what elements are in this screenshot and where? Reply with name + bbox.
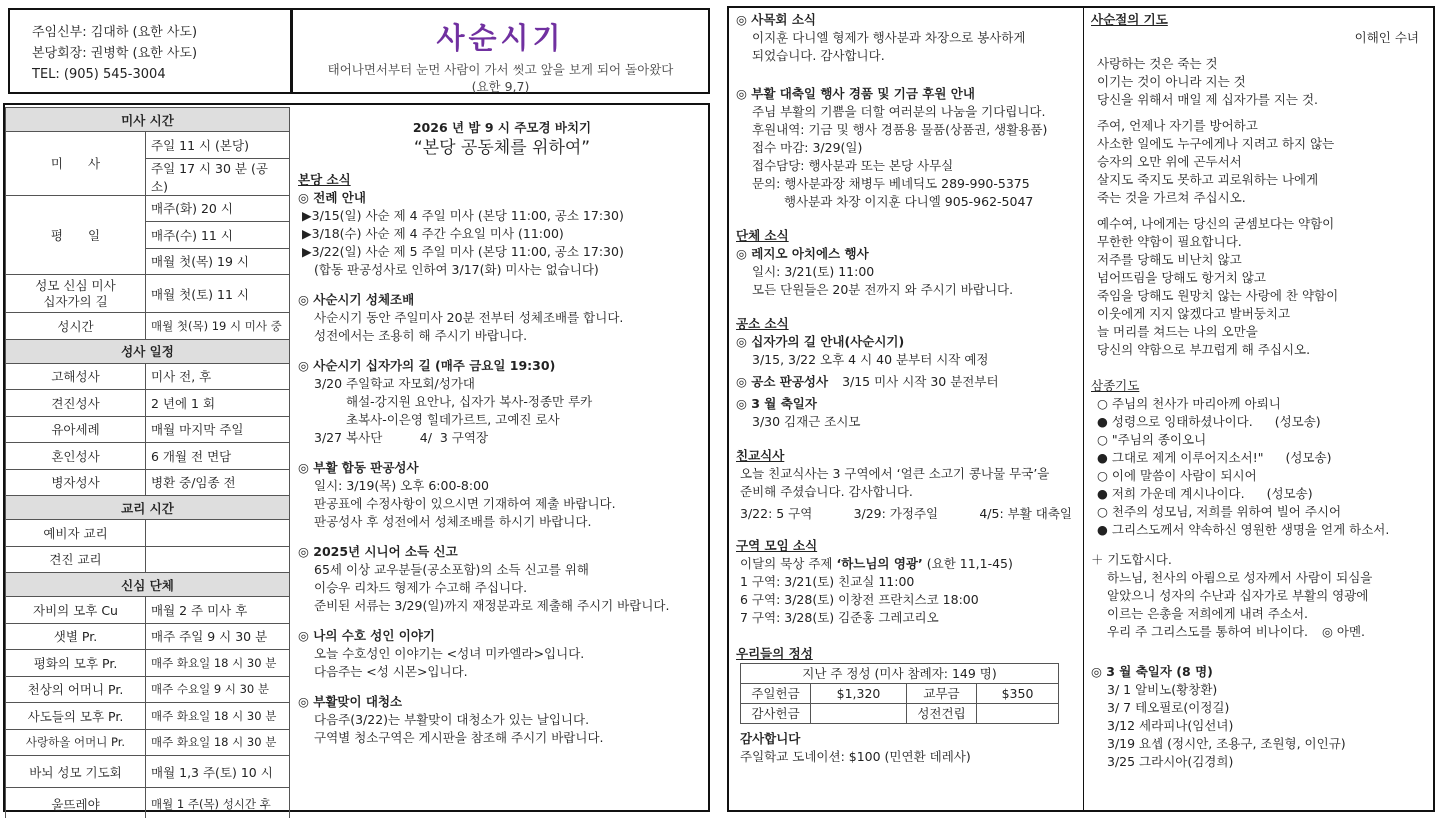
- angelus-response: (성모송): [1274, 414, 1321, 429]
- confession-line: 판공표에 수정사항이 있으시면 기재하여 제출 바랍니다.: [314, 496, 616, 511]
- group-label: 사도들의 모후 Pr.: [6, 703, 146, 730]
- marian-mass-label: 성모 신심 미사 십자가의 길: [6, 275, 146, 313]
- lent-prayer-heading: 사순절의 기도: [1091, 12, 1168, 27]
- prayer-line: 당신의 약함으로 부끄럽게 해 주십시오.: [1097, 342, 1311, 357]
- liturgy-heading: ◎ 전례 안내: [298, 190, 366, 205]
- way-of-cross-line: 3/27 복사단 4/ 3 구역장: [314, 430, 489, 445]
- feast-item: 3/25 그라시아(김경희): [1107, 754, 1234, 769]
- angelus-line: [1097, 485, 1429, 503]
- saint-line: 다음주는 <성 시몬>입니다.: [314, 664, 468, 679]
- weekday-mass-1: 매주(화) 20 시: [146, 195, 290, 222]
- schedule-table: [5, 107, 290, 818]
- sacrament-label: 고해성사: [6, 363, 146, 390]
- angelus-text: 그리스도께서 약속하신 영원한 생명을 얻게 하소서.: [1111, 522, 1390, 537]
- pray-line: 알았으니 성자의 수난과 십자가로 부활의 영광에: [1107, 588, 1369, 603]
- groups-header: 신심 단체: [6, 573, 290, 597]
- offering-heading: 우리들의 정성: [736, 646, 813, 661]
- group-label: 평화의 모후 Pr.: [6, 650, 146, 677]
- sacrament-value: 매월 마지막 주일: [146, 416, 290, 443]
- way-of-cross-line: 해설-강지원 요안나, 십자가 복사-정종만 루카: [346, 394, 593, 409]
- angelus-text: 성령으로 잉태하셨나이다.: [1111, 414, 1253, 429]
- district-theme-title: ‘하느님의 영광’: [836, 556, 923, 571]
- group-label: 바뇌 성모 기도회: [6, 756, 146, 788]
- sacrament-label: 병자성사: [6, 469, 146, 496]
- district-theme-ref: (요한 11,1-45): [922, 556, 1013, 571]
- easter-line: 문의: 행사분과장 채병두 베네딕도 289-990-5375: [752, 176, 1030, 191]
- prayer-line: 무한한 약함이 필요합니다.: [1097, 234, 1242, 249]
- angelus-text: 저희 가운데 계시나이다.: [1111, 486, 1245, 501]
- easter-line: 접수 마감: 3/29(일): [752, 140, 863, 155]
- group-time: 매월 1 주(목) 성시간 후: [146, 788, 290, 818]
- liturgy-item: ▶3/22(일) 사순 제 5 주일 미사 (본당 11:00, 공소 17:30): [302, 244, 624, 259]
- weekday-mass-2: 매주(수) 11 시: [146, 222, 290, 249]
- angelus-line: [1097, 521, 1429, 539]
- way-of-cross-line: 3/20 주일학교 자모회/성가대: [314, 376, 475, 391]
- angelus-response: (성모송): [1285, 450, 1332, 465]
- prayer-line: 주여, 언제나 자기를 방어하고: [1097, 118, 1258, 133]
- column-divider: [1083, 6, 1084, 812]
- sacrament-value: 2 년에 1 회: [146, 390, 290, 417]
- tax-line: 65세 이상 교우분들(공소포함)의 소득 신고를 위해: [314, 562, 589, 577]
- thanks-heading: 감사합니다: [740, 731, 801, 746]
- district-heading: 구역 모임 소식: [736, 538, 818, 553]
- offering-cell: 성전건립: [907, 704, 977, 724]
- group-time: 매주 화요일 18 시 30 분: [146, 703, 290, 730]
- district-line: 6 구역: 3/28(토) 이창전 프란치스코 18:00: [740, 592, 979, 607]
- holy-hour-time: 매월 첫(목) 19 시 미사 중: [146, 313, 290, 340]
- let-us-pray: ＋ 기도합시다.: [1091, 552, 1172, 567]
- group-time: 매주 주일 9 시 30 분: [146, 623, 290, 650]
- fellowship-line: 준비해 주셨습니다. 감사합니다.: [740, 484, 913, 499]
- pastoral-line: 되었습니다. 감사합니다.: [752, 48, 885, 63]
- district-line: 1 구역: 3/21(토) 친교실 11:00: [740, 574, 915, 589]
- prayer-line: 살지도 죽지도 못하고 괴로워하는 나에게: [1097, 172, 1319, 187]
- easter-line: 접수담당: 행사분과 또는 본당 사무실: [752, 158, 954, 173]
- thanks-line: 주일학교 도네이션: $100 (민연환 데레사): [740, 749, 971, 764]
- angelus-marker: ●: [1097, 522, 1108, 537]
- legio-heading: ◎ 레지오 아치에스 행사: [736, 246, 869, 261]
- pray-line: 이르는 은총을 저희에게 내려 주소서.: [1107, 606, 1308, 621]
- angelus-text: 천주의 성모님, 저희를 위하여 빌어 주시어: [1111, 504, 1342, 519]
- mass-time-header: 미사 시간: [6, 108, 290, 132]
- angelus-marker: ●: [1097, 414, 1108, 429]
- prayer-column: [1091, 11, 1429, 771]
- pray-line: 하느님, 천사의 아룀으로 성자께서 사람이 되심을: [1107, 570, 1373, 585]
- weekday-label: 평 일: [6, 195, 146, 275]
- adoration-line: 성전에서는 조용히 해 주시기 바랍니다.: [314, 328, 528, 343]
- pastoral-line: 이지훈 다니엘 형제가 행사분과 차장으로 봉사하게: [752, 30, 1026, 45]
- liturgy-item: ▶3/15(일) 사순 제 4 주일 미사 (본당 11:00, 공소 17:30): [302, 208, 624, 223]
- district-theme-label: 이달의 묵상 주제: [740, 556, 837, 571]
- way-of-cross-heading: ◎ 사순시기 십자가의 길 (매주 금요일 19:30): [298, 358, 556, 373]
- group-time: 매월 2 주 미사 후: [146, 597, 290, 624]
- prayer-line: 예수여, 나에게는 당신의 굳셈보다는 약함이: [1097, 216, 1335, 231]
- fellowship-line: 오늘 친교식사는 3 구역에서 ‘얼큰 소고기 콩나물 무국’을: [740, 466, 1050, 481]
- confession-line: 일시: 3/19(목) 오후 6:00-8:00: [314, 478, 489, 493]
- holy-hour-label: 성시간: [6, 313, 146, 340]
- sacrament-label: 견진성사: [6, 390, 146, 417]
- sunday-label: 미 사: [6, 132, 146, 196]
- pray-line: 우리 주 그리스도를 통하여 비나이다.: [1107, 624, 1308, 639]
- mission-confession-heading: ◎ 공소 판공성사: [736, 374, 829, 389]
- amen-text: ◎ 아멘.: [1322, 624, 1366, 639]
- parish-news-column: [298, 119, 706, 747]
- weekday-mass-3: 매월 첫(목) 19 시: [146, 248, 290, 275]
- saint-heading: ◎ 나의 수호 성인 이야기: [298, 628, 435, 643]
- easter-line: 주님 부활의 기쁨을 더할 여러분의 나눔을 기다립니다.: [752, 104, 1046, 119]
- groups-news-heading: 단체 소식: [736, 228, 789, 243]
- prayer-line: 당신을 위해서 매일 제 십자가를 지는 것.: [1097, 92, 1319, 107]
- angelus-line: [1097, 431, 1429, 449]
- prayer-line: 저주를 당해도 비난치 않고: [1097, 252, 1242, 267]
- adoration-line: 사순시기 동안 주일미사 20분 전부터 성체조배를 합니다.: [314, 310, 624, 325]
- tax-heading: ◎ 2025년 시니어 소득 신고: [298, 544, 458, 559]
- angelus-line: [1097, 395, 1429, 413]
- mission-confession-line: 3/15 미사 시작 30 분전부터: [842, 374, 999, 389]
- catechism-value: [146, 520, 290, 547]
- prayer-line: 넘어뜨림을 당해도 항거치 않고: [1097, 270, 1266, 285]
- easter-heading: ◎ 부활 대축일 행사 경품 및 기금 후원 안내: [736, 86, 975, 101]
- pastoral-heading: ◎ 사목회 소식: [736, 12, 816, 27]
- offering-cell: [811, 704, 907, 724]
- feast-item: 3/ 7 테오필로(이정길): [1107, 700, 1230, 715]
- angelus-line: [1097, 503, 1429, 521]
- angelus-text: 주님의 천사가 마리아께 아뢰니: [1111, 396, 1281, 411]
- group-label: 사랑하올 어머니 Pr.: [6, 729, 146, 756]
- group-label: 울뜨레야: [6, 788, 146, 818]
- angelus-list: [1091, 395, 1429, 539]
- president-text: 본당회장: 권병학 (요한 사도): [32, 46, 198, 61]
- feast-item: 3/ 1 알비노(황창환): [1107, 682, 1218, 697]
- offering-title: 지난 주 정성 (미사 참례자: 149 명): [741, 664, 1059, 684]
- prayer-line: 죽는 것을 가르쳐 주십시오.: [1097, 190, 1246, 205]
- prayer-line: 이웃에게 지지 않겠다고 발버둥치고: [1097, 306, 1291, 321]
- angelus-marker: ○: [1097, 504, 1108, 519]
- prayer-author: 이해인 수녀: [1354, 30, 1419, 45]
- offering-cell: [977, 704, 1059, 724]
- group-time: 매주 화요일 18 시 30 분: [146, 650, 290, 677]
- tax-line: 이승우 리차드 형제가 수고해 주십니다.: [314, 580, 528, 595]
- parish-news-heading: 본당 소식: [298, 172, 351, 187]
- tax-line: 준비된 서류는 3/29(일)까지 재정분과로 제출해 주시기 바랍니다.: [314, 598, 670, 613]
- angelus-text: 그대로 제게 이루어지소서!": [1111, 450, 1264, 465]
- mission-feast-line: 3/30 김재근 조시모: [752, 414, 861, 429]
- prayer-line: 사랑하는 것은 죽는 것: [1097, 56, 1218, 71]
- community-news-column: [736, 11, 1078, 766]
- sacrament-label: 혼인성사: [6, 443, 146, 470]
- prayer-line: 이기는 것이 아니라 지는 것: [1097, 74, 1246, 89]
- offering-cell: 감사헌금: [741, 704, 811, 724]
- angelus-heading: 삼종기도: [1091, 378, 1140, 393]
- legio-line: 일시: 3/21(토) 11:00: [752, 264, 875, 279]
- angelus-response: (성모송): [1266, 486, 1313, 501]
- catechism-value: [146, 546, 290, 573]
- sunday-mass-2: 주일 17 시 30 분 (공소): [146, 158, 290, 195]
- feast-item: 3/19 요셉 (정시안, 조용구, 조원형, 이인규): [1107, 736, 1346, 751]
- fellowship-heading: 친교식사: [736, 448, 785, 463]
- mission-cross-line: 3/15, 3/22 오후 4 시 40 분부터 시작 예정: [752, 352, 989, 367]
- angelus-marker: ●: [1097, 486, 1108, 501]
- feast-item: 3/12 세라피나(임선녀): [1107, 718, 1234, 733]
- liturgy-item: ▶3/18(수) 사순 제 4 주간 수요일 미사 (11:00): [302, 226, 564, 241]
- gospel-ref: (요한 9,7): [471, 79, 530, 94]
- angelus-marker: ○: [1097, 396, 1108, 411]
- angelus-marker: ○: [1097, 468, 1108, 483]
- group-time: 매월 1,3 주(토) 10 시: [146, 756, 290, 788]
- prayer-line: 죽임을 당해도 원망치 않는 사랑에 찬 약함이: [1097, 288, 1339, 303]
- cleaning-heading: ◎ 부활맞이 대청소: [298, 694, 403, 709]
- way-of-cross-line: 초복사-이은영 힐데가르트, 고예진 로사: [346, 412, 560, 427]
- fellowship-schedule: 4/5: 부활 대축일: [979, 506, 1072, 521]
- catechism-label: 예비자 교리: [6, 520, 146, 547]
- offering-cell: 교무금: [907, 684, 977, 704]
- confession-line: 판공성사 후 성전에서 성체조배를 하시기 바랍니다.: [314, 514, 592, 529]
- group-label: 천상의 어머니 Pr.: [6, 676, 146, 703]
- sacrament-label: 유아세례: [6, 416, 146, 443]
- angelus-line: [1097, 413, 1429, 431]
- angelus-line: [1097, 467, 1429, 485]
- rosary-subtitle: “본당 공동체를 위하여”: [413, 138, 591, 158]
- angelus-text: "주님의 종이오니: [1111, 432, 1207, 447]
- cleaning-line: 다음주(3/22)는 부활맞이 대청소가 있는 날입니다.: [314, 712, 590, 727]
- angelus-line: [1097, 449, 1429, 467]
- catechism-header: 교리 시간: [6, 496, 290, 520]
- sunday-mass-1: 주일 11 시 (본당): [146, 132, 290, 159]
- group-time: 매주 화요일 18 시 30 분: [146, 729, 290, 756]
- offering-table: [740, 663, 1059, 724]
- rosary-title: 2026 년 밤 9 시 주모경 바치기: [412, 120, 592, 135]
- header-info-box: [8, 8, 292, 94]
- fellowship-schedule: 3/22: 5 구역: [740, 506, 813, 521]
- sacrament-value: 병환 중/임종 전: [146, 469, 290, 496]
- sacrament-value: 미사 전, 후: [146, 363, 290, 390]
- easter-line: 후원내역: 기금 및 행사 경품용 물품(상품권, 생활용품): [752, 122, 1048, 137]
- march-feast-heading: ◎ 3 월 축일자 (8 명): [1091, 664, 1213, 679]
- group-label: 자비의 모후 Cu: [6, 597, 146, 624]
- offering-cell: $350: [977, 684, 1059, 704]
- cleaning-line: 구역별 청소구역은 게시판을 참조해 주시기 바랍니다.: [314, 730, 604, 745]
- adoration-heading: ◎ 사순시기 성체조배: [298, 292, 415, 307]
- group-label: 샛별 Pr.: [6, 623, 146, 650]
- angelus-marker: ○: [1097, 432, 1108, 447]
- easter-line: 행사분과 차장 이지훈 다니엘 905-962-5047: [784, 194, 1034, 209]
- mission-feast-heading: ◎ 3 월 축일자: [736, 396, 817, 411]
- marian-mass-time: 매월 첫(토) 11 시: [146, 275, 290, 313]
- liturgy-note: (합동 판공성사로 인하여 3/17(화) 미사는 없습니다): [314, 262, 599, 277]
- district-theme: [736, 555, 1078, 573]
- angelus-text: 이에 말씀이 사람이 되시어: [1111, 468, 1257, 483]
- offering-cell: $1,320: [811, 684, 907, 704]
- fellowship-schedule: 3/29: 가정주일: [853, 506, 939, 521]
- angelus-marker: ●: [1097, 450, 1108, 465]
- tel-text: TEL: (905) 545-3004: [32, 67, 166, 82]
- prayer-line: 늘 머리를 쳐드는 나의 오만을: [1097, 324, 1258, 339]
- prayer-line: 승자의 오만 위에 곤두서서: [1097, 154, 1242, 169]
- group-time: 매주 수요일 9 시 30 분: [146, 676, 290, 703]
- district-line: 7 구역: 3/28(토) 김준홍 그레고리오: [740, 610, 939, 625]
- offering-cell: 주일헌금: [741, 684, 811, 704]
- sacrament-value: 6 개월 전 면담: [146, 443, 290, 470]
- confession-heading: ◎ 부활 합동 판공성사: [298, 460, 419, 475]
- mission-cross-heading: ◎ 십자가의 길 안내(사순시기): [736, 334, 905, 349]
- header-title-box: [291, 8, 710, 94]
- prayer-line: 사소한 일에도 누구에게나 지려고 하지 않는: [1097, 136, 1335, 151]
- mission-news-heading: 공소 소식: [736, 316, 789, 331]
- pastor-text: 주임신부: 김대하 (요한 사도): [32, 25, 198, 40]
- catechism-label: 견진 교리: [6, 546, 146, 573]
- page-title: 사순시기: [436, 21, 565, 55]
- sacrament-header: 성사 일정: [6, 339, 290, 363]
- legio-line: 모든 단원들은 20분 전까지 와 주시기 바랍니다.: [752, 282, 1014, 297]
- gospel-quote: 태어나면서부터 눈먼 사람이 가서 씻고 앞을 보게 되어 돌아왔다: [327, 62, 674, 77]
- saint-line: 오늘 수호성인 이야기는 <성녀 미카엘라>입니다.: [314, 646, 585, 661]
